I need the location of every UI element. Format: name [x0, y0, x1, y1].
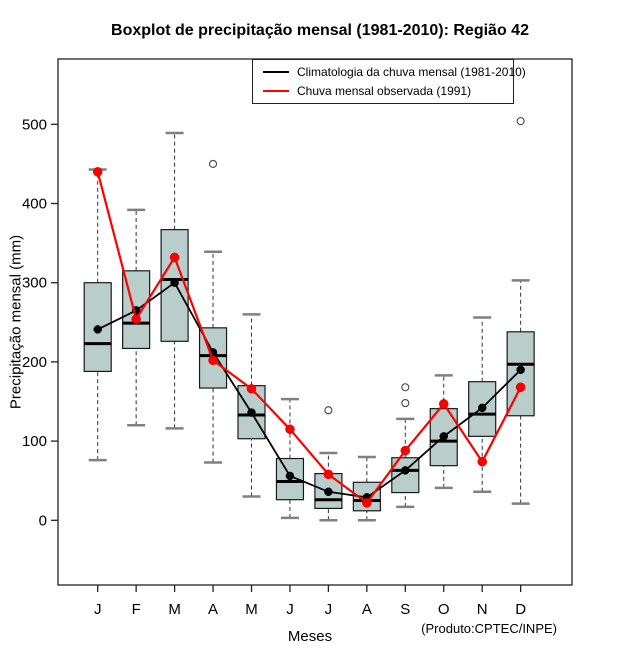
y-tick-label: 300 [21, 274, 47, 292]
climatology-point [401, 466, 409, 474]
climatology-point [94, 325, 102, 333]
x-tick-label: M [245, 601, 258, 618]
observed-point [93, 167, 102, 176]
x-tick-label: N [476, 601, 488, 618]
y-tick-label: 0 [38, 512, 47, 530]
observed-point [209, 356, 218, 365]
observed-point [132, 315, 141, 324]
x-tick-label: J [93, 601, 102, 618]
x-axis-label: Meses [287, 628, 333, 645]
legend-label-observed: Chuva mensal observada (1991) [297, 84, 472, 98]
outlier-point [517, 118, 524, 125]
observed-point [401, 446, 410, 455]
observed-point [478, 457, 487, 466]
legend [252, 59, 526, 104]
observed-line-sample [263, 90, 289, 92]
climatology-point [248, 409, 256, 417]
legend-label-climatology: Climatologia da chuva mensal (1981-2010) [297, 65, 526, 79]
observed-point [516, 383, 525, 392]
outlier-point [325, 407, 332, 414]
observed-point [285, 425, 294, 434]
x-tick-label: M [168, 601, 181, 618]
legend-row-climatology [263, 65, 526, 79]
footnote: (Produto:CPTEC/INPE) [421, 621, 557, 636]
climatology-point [286, 472, 294, 480]
y-tick-label: 500 [21, 116, 47, 134]
y-tick-label: 200 [21, 353, 47, 371]
y-tick-label: 100 [21, 433, 47, 451]
x-tick-label: J [286, 601, 294, 618]
climatology-line-sample [263, 71, 289, 73]
x-tick-label: D [515, 601, 527, 618]
outlier-point [402, 400, 409, 407]
chart-title: Boxplot de precipitação mensal (1981-2010): Região 42 [111, 22, 529, 39]
observed-point [439, 399, 448, 408]
observed-point [362, 498, 371, 507]
outlier-point [402, 384, 409, 391]
observed-point [324, 470, 333, 479]
x-tick-label: J [324, 601, 333, 618]
outlier-point [210, 160, 217, 167]
observed-point [247, 384, 256, 393]
y-tick-label: 400 [21, 195, 47, 213]
x-tick-label: S [400, 601, 411, 618]
observed-point [170, 253, 179, 262]
x-tick-label: A [208, 601, 219, 618]
climatology-point [478, 404, 486, 412]
x-tick-label: O [437, 601, 450, 618]
climatology-point [324, 488, 332, 496]
y-axis-label: Precipitação mensal (mm) [7, 234, 25, 410]
x-tick-label: F [131, 601, 141, 618]
climatology-point [440, 432, 448, 440]
climatology-point [517, 366, 525, 374]
x-tick-label: A [361, 601, 372, 618]
legend-row-observed [263, 84, 513, 98]
climatology-point [171, 279, 179, 287]
